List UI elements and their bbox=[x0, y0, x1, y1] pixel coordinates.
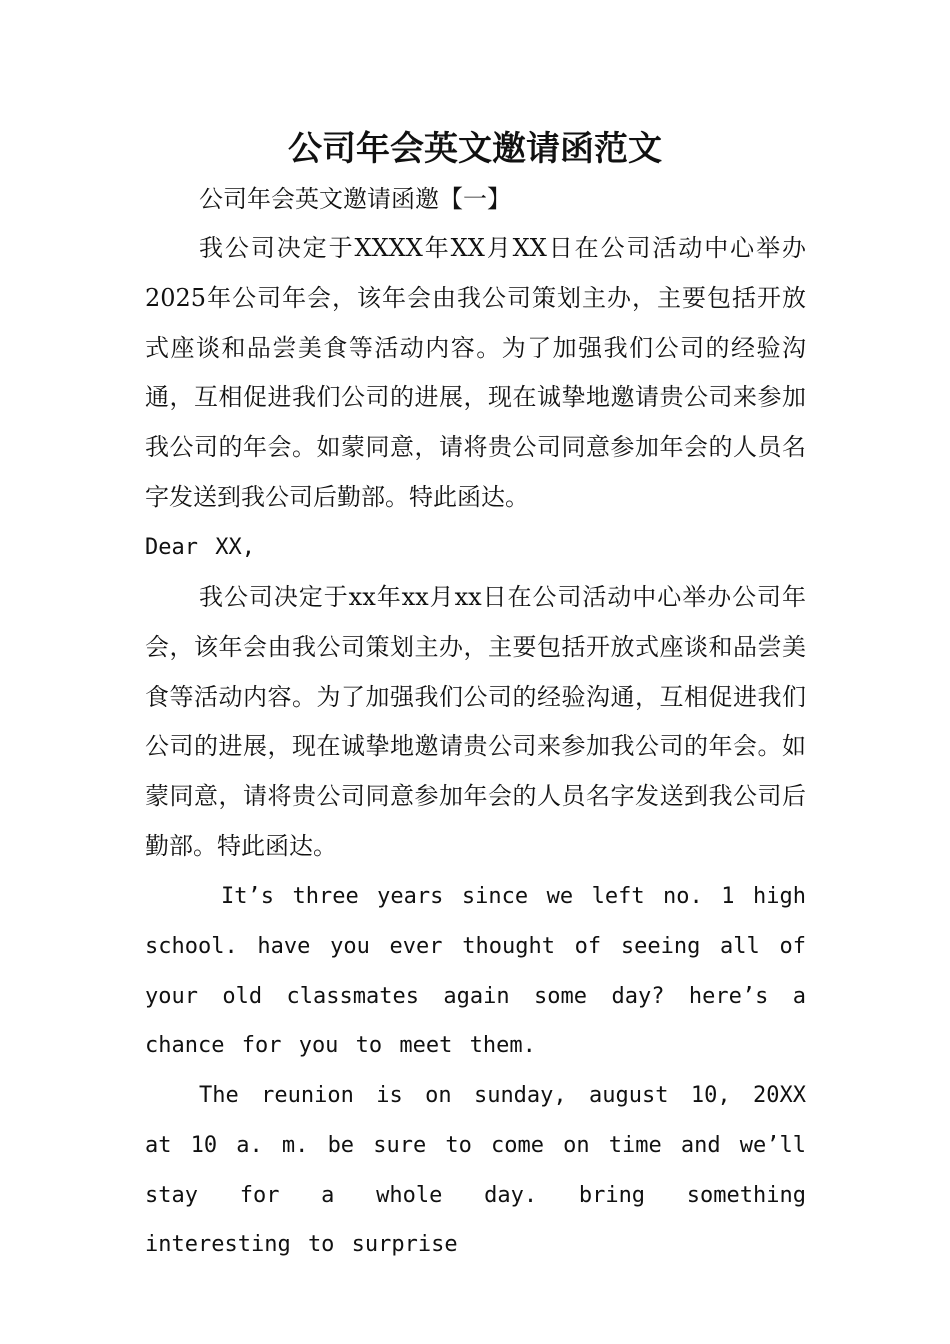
paragraph-english-1: It’s three years since we left no. 1 high school. have you ever thought of seeing all of your old classmates again some day? here’s a chance for you to meet them. bbox=[145, 884, 806, 1059]
document-title: 公司年会英文邀请函范文 bbox=[288, 129, 662, 169]
paragraph-english-2: The reunion is on sunday, august 10, 20XX at 10 a. m. be sure to come on time and we’ll stay for a whole day. bring something interesting to surprise bbox=[145, 1083, 806, 1258]
salutation: Dear XX, bbox=[145, 535, 255, 560]
paragraph-chinese-1: 我公司决定于XXXX年XX月XX日在公司活动中心举办2025年公司年会，该年会由我公司策划主办，主要包括开放式座谈和品尝美食等活动内容。为了加强我们公司的经验沟通，互相促进我们公司的进展，现在诚挚地邀请贵公司来参加我公司的年会。如蒙同意，请将贵公司同意参加年会的人员名字发送到我公司后勤部。特此函达。 bbox=[145, 234, 806, 511]
section-heading: 公司年会英文邀请函邀【一】 bbox=[199, 185, 511, 213]
paragraph-chinese-2: 我公司决定于xx年xx月xx日在公司活动中心举办公司年会，该年会由我公司策划主办，主要包括开放式座谈和品尝美食等活动内容。为了加强我们公司的经验沟通，互相促进我们公司的进展，现在诚挚地邀请贵公司来参加我公司的年会。如蒙同意，请将贵公司同意参加年会的人员名字发送到我公司后勤部。特此函达。 bbox=[145, 583, 806, 860]
